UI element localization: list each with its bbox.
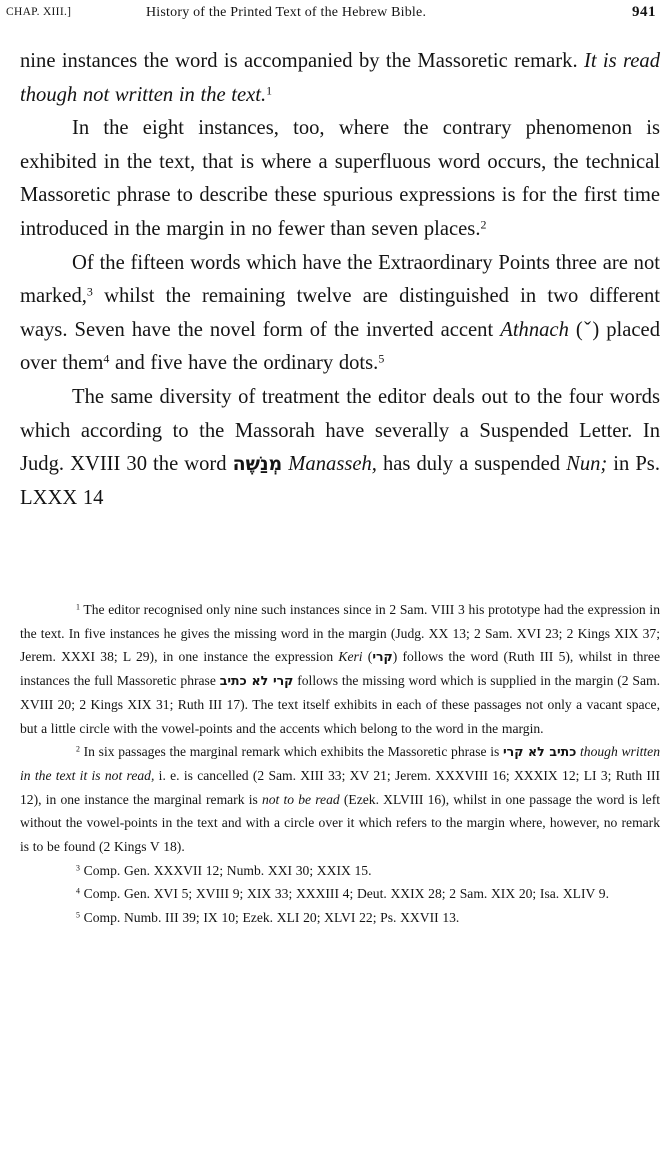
main-text (20, 45, 660, 515)
hebrew-phrase: כתיב לא קרי (503, 744, 577, 760)
italic-term: not to be read (261, 791, 340, 807)
text-run: Of the fifteen words which have the Extraordinary Points three are not marked, (20, 251, 660, 308)
italic-quote: It is read though not written in the text. (20, 50, 660, 106)
text-run: has duly a suspended (376, 453, 567, 476)
text-run: whilst the remaining twelve are distinguished in two different ways. Seven have the novel form of the inverted accent (20, 285, 660, 341)
italic-term: Nun; (566, 453, 608, 476)
text-run: In six passages the marginal remark which exhibits the Massoretic phrase is (79, 744, 503, 760)
footnote-ref-1[interactable]: 1 (266, 83, 273, 98)
italic-term: Athnach (500, 318, 569, 341)
paragraph-1 (20, 45, 660, 112)
text-run: and five have the ordinary dots. (109, 352, 379, 375)
italic-term: Manasseh, (288, 453, 377, 476)
text-run: Comp. Gen. XXXVII 12; Numb. XXI 30; XXIX 15. (79, 862, 372, 878)
italic-term: Keri (338, 649, 363, 665)
footnotes (20, 598, 660, 930)
page-number: 941 (632, 4, 656, 20)
footnote-number: 2 (76, 744, 80, 754)
text-run: ) follows the word (Ruth III 5), whilst in three instances the full Massoretic phrase (20, 649, 660, 689)
paragraph-2 (20, 112, 660, 246)
footnote-number: 3 (76, 863, 80, 873)
paragraph-3 (20, 247, 660, 381)
running-title: History of the Printed Text of the Hebrew Bible. (146, 5, 427, 20)
text-run: Comp. Gen. XVI 5; XVIII 9; XIX 33; XXXIII 4; Deut. XXIX 28; 2 Sam. XIX 20; Isa. XLIV 9. (79, 886, 609, 902)
hebrew-word: קרי (372, 649, 393, 665)
text-run: ( (362, 649, 373, 665)
text-run: The editor recognised only nine such instances since in 2 Sam. VIII 3 his prototype had the expression in the text. In five instances he gives the missing word in the margin (Judg. XX 13; 2 Sam. XVI 23; 2 Kings XIX 37; Jerem. XXXI 38; L 29), in one instance the expression (20, 602, 660, 665)
text-run: The same diversity of treatment the editor deals out to the four words which according to the Massorah have severally a Suspended Letter. In Judg. XVIII 30 the word (20, 385, 660, 476)
footnote-number: 4 (76, 887, 80, 897)
footnote-2 (20, 740, 660, 859)
footnote-5 (20, 906, 660, 930)
footnote-ref-2[interactable]: 2 (480, 217, 487, 232)
footnote-number: 5 (76, 910, 80, 920)
text-run: follows the missing word which is supplied in the margin (2 Sam. XVIII 20; 2 Kings XIX 31; Ruth III 17). The text itself exhibits in each of these passages not only a vacant space, but a little circle with the vowel-points and the accents which belong to the word in the margin. (20, 673, 660, 736)
footnote-4 (20, 882, 660, 906)
footnote-1 (20, 598, 660, 740)
text-run: in Ps. LXXX 14 (20, 453, 660, 509)
text-run: (ˇ) placed over them (20, 318, 660, 375)
footnote-ref-3[interactable]: 3 (86, 284, 93, 299)
hebrew-phrase: קרי לא כתיב (219, 673, 294, 689)
chapter-label: CHAP. XIII.] (6, 6, 72, 18)
footnote-number: 1 (76, 602, 80, 612)
paragraph-4 (20, 381, 660, 515)
hebrew-word: מְנַשֶּׁה (232, 453, 283, 476)
text-run: In the eight instances, too, where the contrary phenomenon is exhibited in the text, that is where a superfluous word occurs, the technical Massoretic phrase to describe these spurious expressions is for the first time introduced in the margin in no fewer than seven places. (20, 117, 660, 240)
text-run: i. e. is cancelled (2 Sam. XIII 33; XV 21; Jerem. XXXVIII 16; XXXIX 12; LI 3; Ruth III 12), in one instance the marginal remark is (20, 767, 661, 807)
footnote-ref-5[interactable]: 5 (378, 351, 385, 366)
italic-translation: though written in the text it is not read, (20, 744, 660, 783)
text-run: nine instances the word is accompanied by the Massoretic remark. (20, 50, 584, 72)
text-run: Comp. Numb. III 39; IX 10; Ezek. XLI 20; XLVI 22; Ps. XXVII 13. (79, 910, 460, 926)
running-head (6, 4, 662, 26)
text-run: (Ezek. XLVIII 16), whilst in one passage the word is left without the vowel-points in the text and with a circle over it which refers to the margin where, however, no remark is to be found (2 Kings V 18). (20, 791, 660, 855)
footnote-3 (20, 859, 660, 883)
footnote-ref-4[interactable]: 4 (103, 351, 110, 366)
